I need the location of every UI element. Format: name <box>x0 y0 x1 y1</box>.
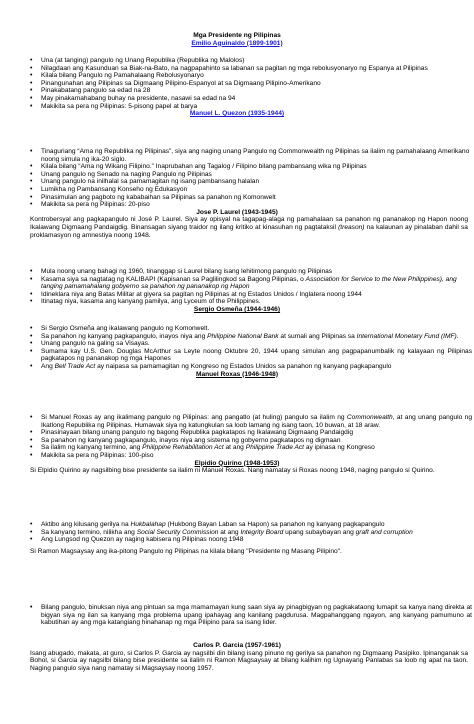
section-roxas <box>0 414 474 475</box>
bullet-list-aguinaldo <box>0 57 474 110</box>
list-item: • Sa kanyang termino, nilikha ang Social Security Commission at ang Integrity Board upang subaybayan ang graft and corruption <box>0 529 474 537</box>
list-item: • Sa panahon ng kanyang pagkapangulo, inayos niya ang sistema ng gobyerno pagkatapos ng digmaan <box>0 437 474 445</box>
section-heading-quezon[interactable]: Manuel L. Quezon (1935-1944) <box>189 110 285 118</box>
list-item: • Nilagdaan ang Kasunduan sa Biak-na-Bato, na nagpapahinto sa labanan sa pagitan ng mga rebolusyonaryo ng Espanya at Pilipinas <box>0 65 474 73</box>
list-item: • Unang pangulo ng Senado na naging Pangulo ng Pilipinas <box>0 171 474 179</box>
list-item: • Ang Lungsod ng Quezon ay naging kabisera ng Pilipinas noong 1948 <box>0 536 474 544</box>
bullet-list-osmena <box>0 325 474 371</box>
paragraph-magsaysay: Si Ramon Magsaysay ang ika-pitong Pangulo ng Pilipinas na kilala bilang "Presidente ng Masang Pilipino". <box>30 547 342 555</box>
list-item: • Una (at tanging) pangulo ng Unang Republika (Republika ng Malolos) <box>0 57 474 65</box>
bullet-list-quezon <box>0 148 474 209</box>
list-item: • Tinaguriang “Ama ng Republika ng Pilipinas”, siya ang naging unang Pangulo ng Commonwealth ng Pilipinas sa ilalim ng pamahalaang Amerikano noong simula ng ika-20 siglo. <box>0 148 474 163</box>
list-item: • Bilang pangulo, binuksan niya ang pintuan sa mga mamamayan kung saan siya ay pinagbigyan ng pagkakataong lumapit sa kanya nang direkta at bigyan siya ng ilan sa kanyang mga problema upang ipahayag ang kanilang pagdurusa. Magpahanggang ngayon, ang kanyang pamumuno at kabutihan ay ang mga katangiang hinahanap ng mga Pilipino para sa isang lider. <box>0 604 474 627</box>
section-garcia <box>0 642 474 672</box>
bullet-list-laurel <box>0 268 474 306</box>
bullet-list-roxas <box>0 414 474 460</box>
list-item: • Kilala bilang “Ama ng Wikang Filipino.” Inaprubahan ang Tagalog / Filipino bilang pambansang wika ng Pilipinas <box>0 163 474 171</box>
list-item: • Aktibo ang kilusang gerilya na Hukbalahap (Hukbong Bayan Laban sa Hapon) sa panahon ng kanyang pagkapangulo <box>0 521 474 529</box>
list-item: • Pinasimulan ang pagboto ng kababaihan sa Pilipinas sa panahon ng Komonwelt <box>0 194 474 202</box>
section-quirino-bullets <box>0 521 474 555</box>
section-aguinaldo <box>0 57 474 118</box>
list-item: • May pinakamahabang buhay na presidente, nasawi sa edad na 94 <box>0 95 474 103</box>
section-heading-roxas: Manuel Roxas (1946-1948) <box>195 370 279 378</box>
bullet-list-magsaysay <box>0 604 474 627</box>
list-item: • Pinangunahan ang Pilipinas sa Digmaang Pilipino-Espanyol at sa Digmaang Pilipino-Amerikano <box>0 80 474 88</box>
section-magsaysay <box>0 604 474 627</box>
paragraph-garcia: Isang abugado, makata, at guro, si Carlos P. Garcia ay nagsilbi din bilang isang pinuno ng gerilya sa panahon ng Digmaang Pasipiko. Ipinanganak sa Bohol, si Garcia ay nagsilbi bilang bise presidente sa ilalim ni Ramon Magsaysay at bilang kalihim ng Ugnayang Panlabas sa loob ng apat na taon. Naging pangulo siya nang namatay si Magsaysay noong 1957. <box>30 649 468 672</box>
list-item: • Idineklara niya ang Batas Militar at giyera sa pagitan ng Pilipinas at ng Estados Unidos / Inglatera noong 1944 <box>0 291 474 299</box>
bullet-list-quirino <box>0 521 474 544</box>
list-item: • Kilala bilang Pangulo ng Pamahalaang Rebolusyonaryo <box>0 72 474 80</box>
list-item: • Si Sergio Osmeña ang ikalawang pangulo ng Komonwelt. <box>0 325 474 333</box>
list-item: • Pinakabatang pangulo sa edad na 28 <box>0 87 474 95</box>
list-item: • Mula noong unang bahagi ng 1960, tinanggap si Laurel bilang isang lehitimong pangulo ng Pilipinas <box>0 268 474 276</box>
list-item: • Pinasinayaan bilang unang pangulo ng bagong Republika pagkatapos ng Ikalawang Digmaang Pandaigdig <box>0 429 474 437</box>
list-item: • Makikita sa pera ng Pilipinas: 20-piso <box>0 201 474 209</box>
list-item: • Si Manuel Roxas ay ang ikalimang pangulo ng Pilipinas: ang pangatlo (at huling) pangulo sa ilalim ng Commonwealth, at ang unang pangulo ng Ikatlong Republika ng Pilipinas. Humawak siya ng katungkulan sa loob lamang ng isang taon, 10 buwan, at 18 araw. <box>0 414 474 429</box>
list-item: • Kasama siya sa nagtatag ng KALIBAPI (Kapisanan sa Paglilingkod sa Bagong Pilipinas, o Association for Service to the New Philippines), ang tanging pamamahalang gobyerno sa panahon ng pananakop ng Hapon <box>0 276 474 291</box>
paragraph-laurel: Kontrobersyal ang pagkapangulo ni José P. Laurel. Siya ay opisyal na tagapag-alaga ng pamahalaan sa panahon ng pananakop ng Hapon noong Ikalawang Digmaang Pandaigdig. Binansagan siyang traidor ng ilang kritiko at kinasuhan ng pagtataksil (treason) na kalaunan ay pinalaban dahil sa proklamasyon ng amnestiya noong 1948. <box>30 216 468 239</box>
section-quezon <box>0 148 474 239</box>
section-heading-osmena: Sergio Osmeña (1944-1946) <box>193 305 281 313</box>
title-block <box>0 32 474 47</box>
list-item: • Lumikha ng Pambansang Konseho ng Edukasyon <box>0 186 474 194</box>
list-item: • Unang pangulo na inilhalal sa pamamagitan ng isang pambansang halalan <box>0 178 474 186</box>
section-heading-garcia: Carlos P. Garcia (1957-1961) <box>193 642 281 649</box>
list-item: • Sumama kay U.S. Gen. Douglas McArthur sa Leyte noong Oktubre 20, 1944 upang simulan ang pagpapanumbalik ng kalayaan ng Pilipinas pagkatapos ng pananakop ng mga Hapones <box>0 348 474 363</box>
list-item: • Makikita sa pera ng Pilipinas: 5-pisong papel at barya <box>0 103 474 111</box>
section-heading-laurel: Jose P. Laurel (1943-1945) <box>196 208 278 216</box>
paragraph-quirino: Si Elpidio Quirino ay nagsilbing bise presidente sa ilalim ni Manuel Roxas. Nang namatay si Roxas noong 1948, naging pangulo si Quirino. <box>30 467 435 475</box>
section-heading-quirino: Elpidio Quirino (1948-1953) <box>194 459 280 467</box>
list-item: • Itinatag niya, kasama ang kanyang pamilya, ang Lyceum of the Philippines. <box>0 298 474 306</box>
list-item: • Makikita sa pera ng Pilipinas: 100-piso <box>0 452 474 460</box>
page-title: Mga Presidente ng Pilipinas <box>193 32 281 39</box>
list-item: • Sa panahon ng kanyang pagkapangulo, inayos niya ang Philippine National Bank at sumali ang Pilipinas sa International Monetary Fund (IMF). <box>0 333 474 341</box>
section-heading-aguinaldo[interactable]: Emilio Aguinaldo (1899-1901) <box>191 39 283 47</box>
list-item: • Ang Bell Trade Act ay naipasa sa pamamagitan ng Kongreso ng Estados Unidos sa panahon ng kanyang pagkapangulo <box>0 363 474 371</box>
list-item: • Unang pangulo na galing sa Visayas. <box>0 340 474 348</box>
list-item: • Sa ilalim ng kanyang termino, ang Philippine Rehabilitation Act at ang Philippine Trade Act ay ipinasa ng Kongreso <box>0 444 474 452</box>
section-laurel-bullets <box>0 268 474 314</box>
section-osmena <box>0 325 474 378</box>
